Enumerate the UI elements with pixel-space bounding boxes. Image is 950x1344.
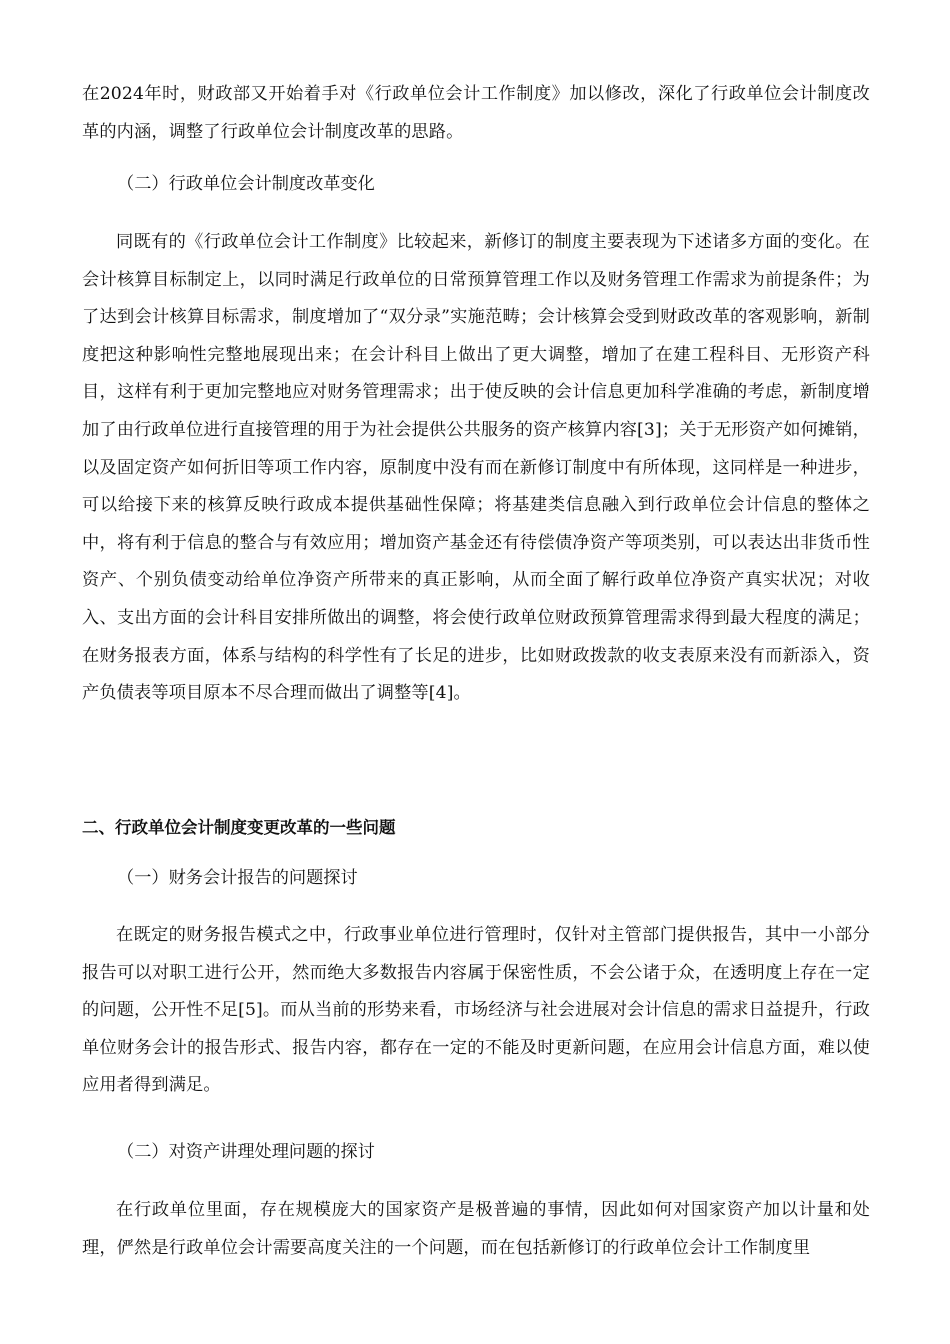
- paragraph-reform-2024: 在2024年时，财政部又开始着手对《行政单位会计工作制度》加以修改，深化了行政单位会计制度改革的内涵，调整了行政单位会计制度改革的思路。: [82, 84, 870, 142]
- paragraph-asset-handling: 在行政单位里面，存在规模庞大的国家资产是极普遍的事情，因此如何对国家资产加以计量和处理，俨然是行政单位会计需要高度关注的一个问题，而在包括新修订的行政单位会计工作制度里: [82, 1200, 870, 1258]
- paragraph-reform-changes: 同既有的《行政单位会计工作制度》比较起来，新修订的制度主要表现为下述诸多方面的变化。在会计核算目标制定上，以同时满足行政单位的日常预算管理工作以及财务管理工作需求为前提条件；为了达到会计核算目标需求，制度增加了“双分录”实施范畴；会计核算会受到财政改革的客观影响，新制度把这种影响性完整地展现出来；在会计科目上做出了更大调整，增加了在建工程科目、无形资产科目，这样有利于更加完整地应对财务管理需求；出于使反映的会计信息更加科学准确的考虑，新制度增加了由行政单位进行直接管理的用于为社会提供公共服务的资产核算内容[3]；关于无形资产如何摊销，以及固定资产如何折旧等项工作内容，原制度中没有而在新修订制度中有所体现，这同样是一种进步，可以给接下来的核算反映行政成本提供基础性保障；将基建类信息融入到行政单位会计信息的整体之中，将有利于信息的整合与有效应用；增加资产基金还有待偿债净资产等项类别，可以表达出非货币性资产、个别负债变动给单位净资产所带来的真正影响，从而全面了解行政单位净资产真实状况；对收入、支出方面的会计科目安排所做出的调整，将会使行政单位财政预算管理需求得到最大程度的满足；在财务报表方面，体系与结构的科学性有了长足的进步，比如财政拨款的收支表原来没有而新添入，资产负债表等项目原本不尽合理而做出了调整等[4]。: [82, 232, 870, 704]
- subheading-asset-handling: （二）对资产讲理处理问题的探讨: [117, 1142, 375, 1162]
- subheading-financial-report: （一）财务会计报告的问题探讨: [117, 868, 358, 888]
- paragraph-financial-report: 在既定的财务报告模式之中，行政事业单位进行管理时，仅针对主管部门提供报告，其中一小部分报告可以对职工进行公开，然而绝大多数报告内容属于保密性质，不会公诸于众，在透明度上存在一定的问题，公开性不足[5]。而从当前的形势来看，市场经济与社会进展对会计信息的需求日益提升，行政单位财务会计的报告形式、报告内容，都存在一定的不能及时更新问题，在应用会计信息方面，难以使应用者得到满足。: [82, 925, 870, 1096]
- section-heading-problems: 二、行政单位会计制度变更改革的一些问题: [82, 818, 396, 837]
- subheading-reform-changes: （二）行政单位会计制度改革变化: [117, 174, 375, 194]
